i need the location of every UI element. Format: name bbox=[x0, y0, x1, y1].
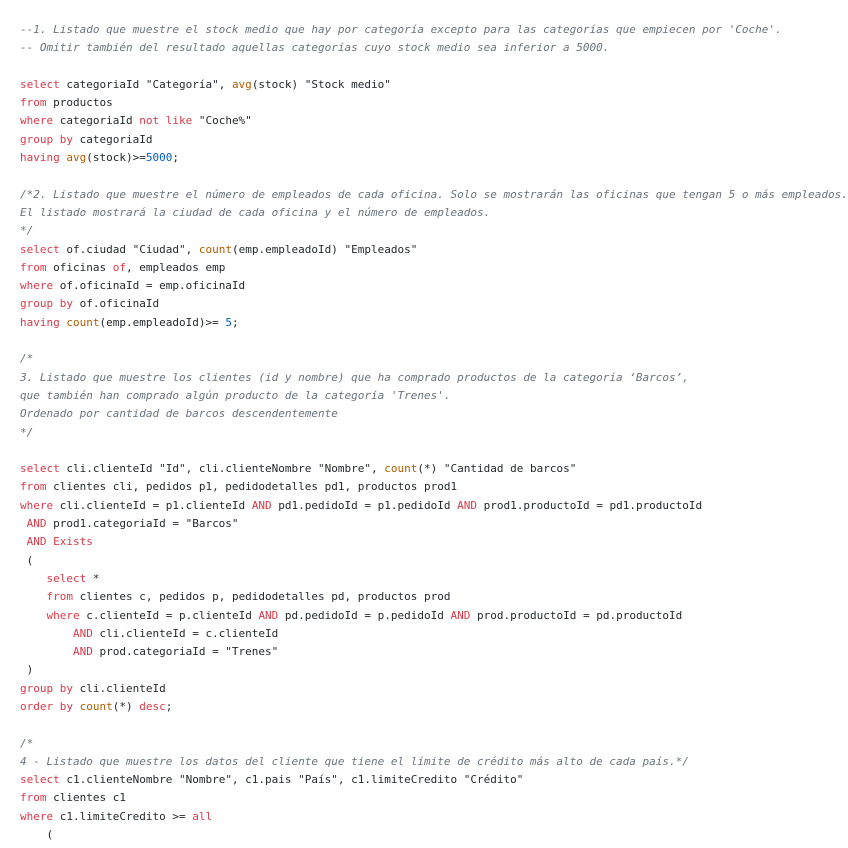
code-text: prod1.categoriaId = "Barcos" bbox=[46, 517, 239, 531]
code-comment: Ordenado por cantidad de barcos descendentemente bbox=[20, 407, 338, 421]
code-text: ; bbox=[231, 315, 239, 329]
code-text: cli.clienteId = c.clienteId bbox=[92, 626, 279, 640]
code-line bbox=[20, 167, 848, 185]
code-line bbox=[20, 680, 848, 698]
code-text: cli.clienteId bbox=[72, 681, 166, 695]
code-comment: /* bbox=[20, 736, 34, 750]
code-line bbox=[20, 698, 848, 716]
sql-keyword: select bbox=[20, 242, 60, 256]
code-line bbox=[20, 478, 848, 496]
sql-keyword: AND bbox=[457, 498, 477, 512]
code-comment: /*2. Listado que muestre el número de empleados de cada oficina. Solo se mostrarán las oficinas que tengan 5 o más empleados. bbox=[20, 187, 848, 201]
code-line bbox=[20, 186, 848, 204]
code-line bbox=[20, 716, 848, 734]
code-line bbox=[20, 350, 848, 368]
sql-function: count bbox=[66, 315, 100, 329]
code-text bbox=[73, 700, 80, 713]
code-line bbox=[20, 753, 848, 771]
code-text: c1.limiteCredito >= bbox=[53, 809, 193, 823]
code-text: categoriaId "Categoría", bbox=[59, 77, 232, 91]
code-text: categoriaId bbox=[53, 114, 140, 128]
code-line bbox=[20, 570, 848, 588]
code-line bbox=[20, 808, 848, 826]
code-line bbox=[20, 735, 848, 753]
code-line bbox=[20, 771, 848, 789]
code-text: cli.clienteId "Id", cli.clienteNombre "Nombre", bbox=[59, 462, 385, 476]
code-line bbox=[20, 497, 848, 515]
sql-keyword: AND bbox=[258, 608, 279, 622]
sql-function: count bbox=[79, 699, 113, 713]
code-line bbox=[20, 149, 848, 167]
code-comment: -- Omitir también del resultado aquellas categorías cuyo stock medio sea inferior a 5000. bbox=[20, 41, 610, 55]
sql-keyword: from bbox=[20, 96, 47, 110]
code-text: of.oficinaId bbox=[72, 297, 160, 311]
code-line bbox=[20, 241, 848, 259]
code-text: of.oficinaId = emp.oficinaId bbox=[53, 279, 246, 293]
sql-function: avg bbox=[66, 151, 87, 165]
code-text: ; bbox=[165, 699, 173, 713]
code-line bbox=[20, 222, 848, 240]
sql-keyword: group by bbox=[20, 297, 73, 311]
sql-keyword: where bbox=[20, 498, 54, 512]
code-comment: 4 - Listado que muestre los datos del cliente que tiene el límite de crédito más alto de cada país.*/ bbox=[20, 754, 689, 768]
code-text: ( bbox=[20, 828, 54, 842]
sql-keyword: order by bbox=[20, 699, 73, 713]
code-line bbox=[20, 552, 848, 570]
sql-keyword: from bbox=[46, 590, 73, 604]
code-text: cli.clienteId = p1.clienteId bbox=[53, 498, 252, 512]
code-line bbox=[20, 39, 848, 57]
sql-number: 5000 bbox=[145, 151, 173, 165]
code-comment: El listado mostrará la ciudad de cada oficina y el número de empleados. bbox=[20, 205, 491, 219]
sql-keyword: select bbox=[20, 773, 60, 787]
code-line bbox=[20, 387, 848, 405]
code-line bbox=[20, 332, 848, 350]
code-line bbox=[20, 112, 848, 130]
sql-keyword: group by bbox=[20, 132, 73, 146]
code-line bbox=[20, 789, 848, 807]
code-text: (stock) "Stock medio" bbox=[251, 77, 391, 91]
code-line bbox=[20, 369, 848, 387]
code-line bbox=[20, 442, 848, 460]
code-text: oficinas bbox=[46, 260, 113, 274]
code-text: categoriaId bbox=[72, 132, 153, 146]
sql-keyword: where bbox=[46, 608, 80, 622]
code-text bbox=[20, 645, 73, 658]
sql-keyword: where bbox=[20, 279, 54, 293]
sql-keyword: AND bbox=[450, 608, 471, 622]
code-text: ( bbox=[20, 553, 34, 567]
code-line bbox=[20, 460, 848, 478]
code-text: (emp.empleadoId) "Empleados" bbox=[231, 242, 418, 256]
code-line bbox=[20, 533, 848, 551]
code-text: clientes cli, pedidos p1, pedidodetalles pd1, productos prod1 bbox=[46, 480, 458, 494]
code-line bbox=[20, 204, 848, 222]
code-line bbox=[20, 259, 848, 277]
sql-function: avg bbox=[231, 77, 252, 91]
code-line bbox=[20, 295, 848, 313]
code-comment: 3. Listado que muestre los clientes (id y nombre) que ha comprado productos de la categoría ‘Barcos’, bbox=[20, 370, 689, 384]
code-text: "Coche%" bbox=[192, 114, 252, 128]
code-text bbox=[20, 609, 47, 622]
sql-number: 5 bbox=[225, 315, 232, 329]
code-line bbox=[20, 314, 848, 332]
code-text: prod.categoriaId = "Trenes" bbox=[92, 645, 279, 659]
sql-keyword: not like bbox=[139, 114, 193, 128]
code-text: ) bbox=[20, 663, 34, 677]
code-comment: que también han comprado algún producto de la categoría 'Trenes'. bbox=[20, 388, 451, 402]
code-comment: */ bbox=[20, 224, 34, 238]
code-text: c.clienteId = p.clienteId bbox=[79, 608, 259, 622]
code-text: (stock)>= bbox=[86, 151, 146, 165]
code-text: c1.clienteNombre "Nombre", c1.pais "País", c1.limiteCredito "Crédito" bbox=[59, 773, 524, 787]
code-line bbox=[20, 826, 848, 844]
code-text: * bbox=[86, 571, 100, 585]
sql-keyword: having bbox=[20, 315, 60, 329]
code-comment: --1. Listado que muestre el stock medio que hay por categoría excepto para las categorías que empiecen por 'Coche'. bbox=[20, 23, 782, 36]
code-text: prod.productoId = pd.productoId bbox=[470, 608, 683, 622]
sql-keyword: desc bbox=[139, 699, 166, 713]
code-comment: */ bbox=[20, 425, 34, 439]
code-line bbox=[20, 661, 848, 679]
sql-keyword: AND Exists bbox=[26, 535, 93, 549]
code-line bbox=[20, 131, 848, 149]
code-comment: /* bbox=[20, 352, 34, 366]
code-text: prod1.productoId = pd1.productoId bbox=[477, 498, 703, 512]
code-text: , empleados emp bbox=[125, 260, 226, 274]
sql-keyword: of bbox=[112, 260, 126, 274]
code-text bbox=[20, 627, 73, 640]
sql-keyword: AND bbox=[72, 645, 93, 659]
code-line bbox=[20, 58, 848, 76]
code-text: (*) "Cantidad de barcos" bbox=[417, 462, 577, 476]
sql-keyword: AND bbox=[251, 498, 272, 512]
code-text: productos bbox=[46, 96, 113, 110]
code-text bbox=[20, 572, 47, 585]
sql-keyword: all bbox=[192, 809, 213, 823]
code-line bbox=[20, 424, 848, 442]
sql-keyword: group by bbox=[20, 681, 73, 695]
sql-function: count bbox=[384, 462, 418, 476]
code-text bbox=[20, 517, 27, 530]
sql-keyword: where bbox=[20, 114, 54, 128]
code-line bbox=[20, 625, 848, 643]
code-text: of.ciudad "Ciudad", bbox=[59, 242, 199, 256]
sql-keyword: from bbox=[20, 791, 47, 805]
code-line bbox=[20, 76, 848, 94]
code-line bbox=[20, 94, 848, 112]
sql-keyword: from bbox=[20, 260, 47, 274]
code-text: clientes c, pedidos p, pedidodetalles pd, productos prod bbox=[73, 590, 451, 604]
sql-code-editor[interactable] bbox=[20, 21, 848, 844]
code-line bbox=[20, 405, 848, 423]
code-line bbox=[20, 515, 848, 533]
sql-keyword: select bbox=[46, 571, 87, 585]
sql-keyword: from bbox=[20, 480, 47, 494]
code-text: clientes c1 bbox=[46, 791, 126, 805]
code-text: pd1.pedidoId = p1.pedidoId bbox=[271, 498, 458, 512]
sql-keyword: having bbox=[20, 151, 60, 165]
sql-keyword: where bbox=[20, 809, 54, 823]
code-text bbox=[20, 535, 27, 548]
code-text: (*) bbox=[112, 699, 140, 713]
code-line bbox=[20, 21, 848, 39]
sql-keyword: select bbox=[20, 77, 60, 91]
code-line bbox=[20, 277, 848, 295]
sql-keyword: AND bbox=[72, 626, 93, 640]
code-text: (emp.empleadoId)>= bbox=[99, 315, 226, 329]
code-line bbox=[20, 588, 848, 606]
code-text: pd.pedidoId = p.pedidoId bbox=[278, 608, 451, 622]
code-text: ; bbox=[172, 151, 179, 165]
code-line bbox=[20, 643, 848, 661]
code-line bbox=[20, 607, 848, 625]
sql-keyword: select bbox=[20, 462, 60, 476]
sql-function: count bbox=[198, 242, 232, 256]
sql-keyword: AND bbox=[26, 517, 47, 531]
code-text bbox=[20, 590, 47, 603]
